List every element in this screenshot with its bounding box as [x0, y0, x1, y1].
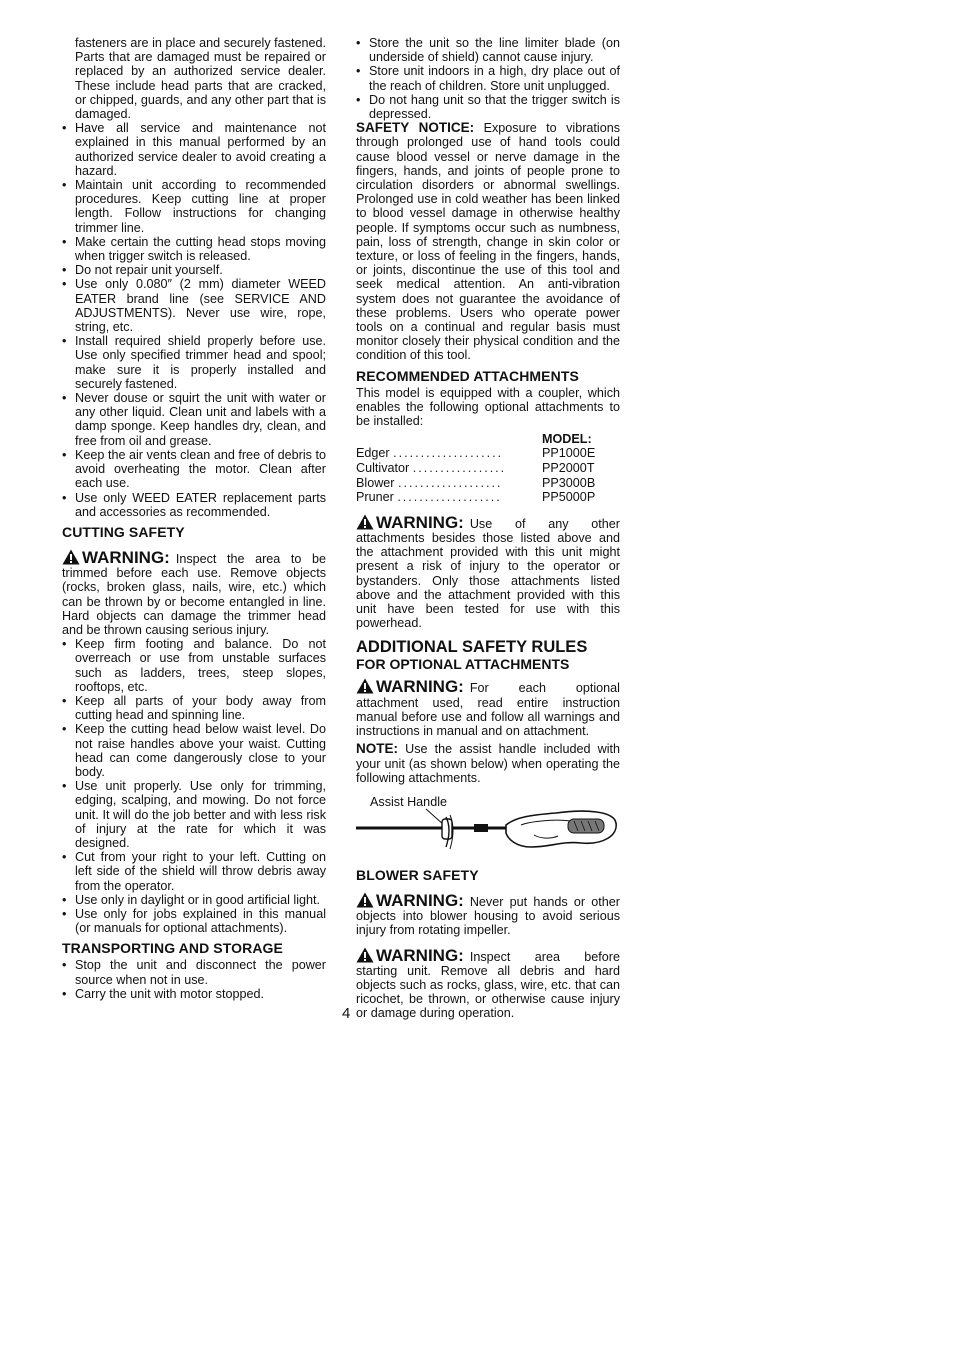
list-item: • Use only in daylight or in good artificial light.: [62, 893, 326, 907]
attachments-table: [356, 432, 620, 505]
warning-label: WARNING:: [82, 547, 170, 567]
optional-warning: [356, 678, 620, 738]
blower-safety-heading: BLOWER SAFETY: [356, 866, 479, 883]
figure-label: Assist Handle: [370, 794, 447, 809]
list-item: • Carry the unit with motor stopped.: [62, 987, 326, 1001]
attachment-warning: [356, 514, 620, 631]
cutting-safety-heading: CUTTING SAFETY: [62, 523, 185, 540]
warning-text: Never put hands or other objects into blower housing to avoid serious injury from rotating impeller.: [356, 894, 620, 938]
leader-dots: ....................: [393, 446, 504, 461]
warning-label: WARNING:: [376, 512, 464, 532]
list-item: • Use only for jobs explained in this manual (or manuals for optional attachments).: [62, 907, 326, 935]
attachment-model: PP2000T: [542, 461, 595, 476]
attachment-model: PP1000E: [542, 446, 596, 461]
note: [356, 742, 620, 785]
warning-label: WARNING:: [376, 945, 464, 965]
warning-triangle-icon: [62, 549, 80, 565]
safety-notice-label: SAFETY NOTICE:: [356, 120, 475, 136]
list-item: • Stop the unit and disconnect the power source when not in use.: [62, 958, 326, 986]
trimmer-handle-illustration: [356, 795, 620, 861]
assist-handle-figure: [356, 795, 620, 861]
leader-dots: ...................: [397, 490, 502, 505]
warning-triangle-icon: [356, 514, 374, 530]
safety-notice-text: Exposure to vibrations through prolonged use of hand tools could cause blood vessel or nerve damage in the fingers, hands, and joints of people prone to circulation disorders or abnormal swellings. Prolonged use in cold weather has been linked to blood vessel damage in otherwise healthy people. If symptoms occur such as numbness, pain, loss of strength, change in skin color or texture, or loss of feeling in the fingers, hands, or joints, discontinue the use of this tool and seek medical attention. An anti-vibration system does not guarantee the avoidance of these problems. Users who operate power tools on a continual and regular basis must monitor closely their physical condition and the condition of this tool.: [356, 121, 620, 363]
list-item: • Store unit indoors in a high, dry place out of the reach of children. Store unit unplugged.: [356, 64, 620, 92]
list-item: • Do not repair unit yourself.: [62, 263, 326, 277]
warning-triangle-icon: [356, 678, 374, 694]
list-item: • Use only 0.080″ (2 mm) diameter WEED EATER brand line (see SERVICE AND ADJUSTMENTS). Never use wire, rope, string, etc.: [62, 277, 326, 334]
list-item: • Keep all parts of your body away from cutting head and spinning line.: [62, 694, 326, 722]
list-item: • Do not hang unit so that the trigger switch is depressed.: [356, 93, 620, 121]
attachment-name: Pruner: [356, 490, 394, 505]
warning-label: WARNING:: [376, 890, 464, 910]
warning-label: WARNING:: [376, 677, 464, 697]
right-column: [356, 36, 620, 1021]
additional-safety-heading: ADDITIONAL SAFETY RULES: [356, 638, 588, 657]
page-number: 4: [342, 1005, 351, 1022]
leader-dots: .................: [412, 461, 507, 476]
table-row: [356, 446, 620, 461]
list-item: • Use unit properly. Use only for trimming, edging, scalping, and mowing. Do not force unit. It will do the job better and with less risk of injury at the rate for which it was designed.: [62, 779, 326, 850]
left-column: [62, 36, 326, 1001]
list-item: • Keep the air vents clean and free of debris to avoid overheating the motor. Clean after each use.: [62, 448, 326, 491]
table-row: [356, 476, 620, 491]
attachment-name: Edger: [356, 446, 390, 461]
list-item: • Use only WEED EATER replacement parts and accessories as recommended.: [62, 491, 326, 519]
blower-warning-1: [356, 892, 620, 938]
warning-triangle-icon: [356, 892, 374, 908]
list-item: • Store the unit so the line limiter blade (on underside of shield) cannot cause injury.: [356, 36, 620, 64]
list-item: • Cut from your right to your left. Cutting on left side of the shield will throw debris away from the operator.: [62, 850, 326, 893]
model-header: MODEL:: [542, 432, 592, 447]
note-text: Use the assist handle included with your unit (as shown below) when operating the following attachments.: [356, 742, 621, 785]
attachment-name: Cultivator: [356, 461, 410, 476]
recommended-intro: This model is equipped with a coupler, which enables the following optional attachments to be installed:: [356, 385, 620, 429]
additional-safety-subheading: FOR OPTIONAL ATTACHMENTS: [356, 656, 570, 673]
transport-heading: TRANSPORTING AND STORAGE: [62, 940, 283, 957]
maintenance-list: [62, 121, 326, 519]
warning-text: Use of any other attachments besides those listed above and the attachment provided with this unit might present a risk of injury to the operator or bystanders. Only those attachments listed above and the attachment provided with this unit have been tested for use with this powerhead.: [356, 516, 620, 631]
table-row: [356, 490, 620, 505]
storage-list: [356, 36, 620, 121]
warning-text: Inspect the area to be trimmed before each use. Remove objects (rocks, broken glass, nails, wire, etc.) which can be thrown by or become entangled in line. Hard objects can damage the trimmer head and be thrown causing serious injury.: [62, 551, 326, 637]
cutting-warning: [62, 549, 326, 637]
list-item: • Keep the cutting head below waist level. Do not raise handles above your waist. Cutting head can come dangerously close to your body.: [62, 722, 326, 779]
list-item: • Never douse or squirt the unit with water or any other liquid. Clean unit and labels with a damp sponge. Keep handles dry, clean, and free from oil and grease.: [62, 391, 326, 448]
recommended-heading: RECOMMENDED ATTACHMENTS: [356, 367, 579, 384]
note-label: NOTE:: [356, 741, 398, 757]
list-item: • Keep firm footing and balance. Do not overreach or use from unstable surfaces such as ladders, trees, steep slopes, rooftops, etc.: [62, 637, 326, 694]
attachment-name: Blower: [356, 475, 395, 490]
intro-continuation: fasteners are in place and securely fastened. Parts that are damaged must be repaired or replaced by an authorized service dealer. These include head parts that are cracked, or chipped, guards, and any other part that is damaged.: [75, 36, 326, 122]
warning-text: Inspect area before starting unit. Remove all debris and hard objects such as rocks, glass, wire, etc. that can ricochet, be thrown, or otherwise cause injury or damage during operation.: [356, 949, 620, 1021]
transport-list: [62, 958, 326, 1001]
warning-triangle-icon: [356, 947, 374, 963]
leader-dots: ...................: [398, 475, 503, 490]
safety-notice: [356, 121, 620, 362]
blower-warning-2: [356, 947, 620, 1021]
list-item: • Make certain the cutting head stops moving when trigger switch is released.: [62, 235, 326, 263]
attachment-model: PP3000B: [542, 475, 596, 490]
attachment-model: PP5000P: [542, 490, 596, 505]
cutting-list: [62, 637, 326, 935]
list-item: • Install required shield properly before use. Use only specified trimmer head and spool; make sure it is properly installed and securely fastened.: [62, 334, 326, 391]
list-item: • Have all service and maintenance not explained in this manual performed by an authorized service dealer to avoid creating a hazard.: [62, 121, 326, 178]
list-item: • Maintain unit according to recommended procedures. Keep cutting line at proper length. Follow instructions for changing trimmer line.: [62, 178, 326, 235]
table-row: [356, 461, 620, 476]
warning-text: For each optional attachment used, read entire instruction manual before use and follow all warnings and instructions in manual and on attachment.: [356, 681, 620, 739]
